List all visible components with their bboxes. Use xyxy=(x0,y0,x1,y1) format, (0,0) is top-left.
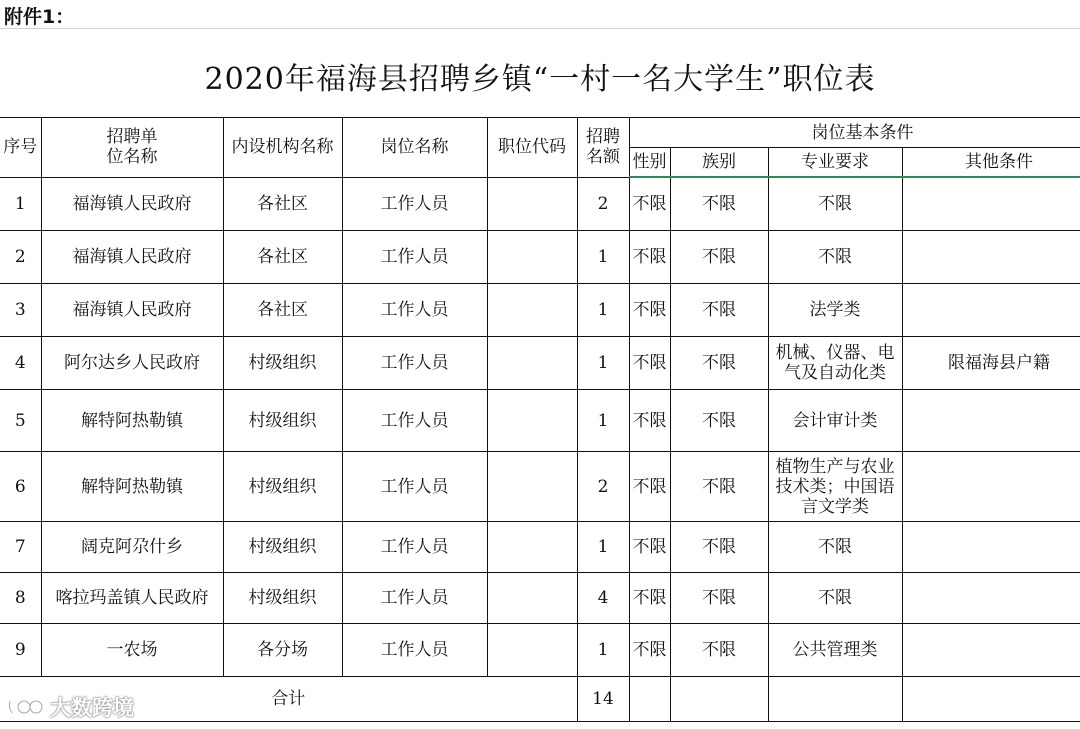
cell-quota: 1 xyxy=(577,231,629,284)
table-row xyxy=(0,231,1080,284)
cell-dept: 各社区 xyxy=(223,177,342,231)
cell-position: 工作人员 xyxy=(342,624,487,677)
cell-major xyxy=(768,177,902,231)
major-line: 不限 xyxy=(818,194,852,214)
total-row xyxy=(0,677,1080,722)
cell-code xyxy=(487,390,577,452)
cell-dept: 村级组织 xyxy=(223,573,342,624)
cell-ethnicity: 不限 xyxy=(670,624,768,677)
cell-ethnicity: 不限 xyxy=(670,390,768,452)
cell-quota: 1 xyxy=(577,284,629,337)
cell-gender: 不限 xyxy=(629,284,670,337)
header-position: 岗位名称 xyxy=(342,118,487,178)
cell-major xyxy=(768,624,902,677)
table-row xyxy=(0,284,1080,337)
watermark-logo-icon xyxy=(6,695,44,719)
major-line: 不限 xyxy=(818,537,852,557)
cell-ethnicity: 不限 xyxy=(670,522,768,573)
cell-other xyxy=(902,522,1080,573)
major-line: 不限 xyxy=(818,247,852,267)
major-line: 气及自动化类 xyxy=(784,363,886,383)
cell-code xyxy=(487,624,577,677)
table-row xyxy=(0,337,1080,390)
cell-seq: 7 xyxy=(0,522,41,573)
header-basic-conditions: 岗位基本条件 xyxy=(629,118,1080,148)
table-row xyxy=(0,452,1080,522)
cell-position: 工作人员 xyxy=(342,337,487,390)
cell-quota: 1 xyxy=(577,337,629,390)
table-row xyxy=(0,390,1080,452)
header-unit-line1: 招聘单 xyxy=(106,127,158,148)
cell-gender: 不限 xyxy=(629,452,670,522)
cell-quota: 4 xyxy=(577,573,629,624)
cell-unit: 一农场 xyxy=(41,624,223,677)
cell-unit: 喀拉玛盖镇人民政府 xyxy=(41,573,223,624)
major-line: 植物生产与农业 xyxy=(775,456,895,477)
cell-position: 工作人员 xyxy=(342,390,487,452)
major-line: 言文学类 xyxy=(801,496,869,517)
cell-quota: 1 xyxy=(577,624,629,677)
cell-dept: 各社区 xyxy=(223,231,342,284)
cell-seq: 2 xyxy=(0,231,41,284)
major-line: 会计审计类 xyxy=(792,410,878,431)
cell-position: 工作人员 xyxy=(342,573,487,624)
cell-position: 工作人员 xyxy=(342,522,487,573)
table-row xyxy=(0,522,1080,573)
cell-other xyxy=(902,573,1080,624)
header-row-1 xyxy=(0,118,1080,148)
cell-position: 工作人员 xyxy=(342,177,487,231)
major-line: 机械、仪器、电 xyxy=(775,343,895,363)
table-row xyxy=(0,573,1080,624)
cell-other xyxy=(902,390,1080,452)
total-empty-cell xyxy=(902,677,1080,722)
cell-unit: 解特阿热勒镇 xyxy=(41,452,223,522)
cell-code xyxy=(487,573,577,624)
cell-major xyxy=(768,231,902,284)
cell-other xyxy=(902,284,1080,337)
cell-code xyxy=(487,452,577,522)
cell-ethnicity: 不限 xyxy=(670,452,768,522)
total-label: 合计 xyxy=(0,677,577,722)
cell-other: 限福海县户籍 xyxy=(902,337,1080,390)
header-quota xyxy=(577,118,629,178)
cell-unit: 阔克阿尕什乡 xyxy=(41,522,223,573)
header-code: 职位代码 xyxy=(487,118,577,178)
cell-position: 工作人员 xyxy=(342,452,487,522)
header-unit xyxy=(41,118,223,178)
positions-table xyxy=(0,117,1080,722)
header-seq: 序号 xyxy=(0,118,41,178)
cell-seq: 9 xyxy=(0,624,41,677)
header-quota-line2: 名额 xyxy=(586,147,620,168)
cell-other xyxy=(902,624,1080,677)
cell-dept: 村级组织 xyxy=(223,337,342,390)
cell-code xyxy=(487,522,577,573)
cell-dept: 村级组织 xyxy=(223,522,342,573)
cell-unit: 福海镇人民政府 xyxy=(41,231,223,284)
watermark-text: 大数跨境 xyxy=(50,696,134,720)
cell-major xyxy=(768,284,902,337)
cell-code xyxy=(487,337,577,390)
cell-major xyxy=(768,573,902,624)
cell-dept: 村级组织 xyxy=(223,390,342,452)
cell-major xyxy=(768,390,902,452)
cell-gender: 不限 xyxy=(629,177,670,231)
page-title: 2020年福海县招聘乡镇“一村一名大学生”职位表 xyxy=(204,62,876,97)
cell-dept: 各社区 xyxy=(223,284,342,337)
cell-ethnicity: 不限 xyxy=(670,231,768,284)
cell-ethnicity: 不限 xyxy=(670,337,768,390)
cell-major xyxy=(768,452,902,522)
cell-ethnicity: 不限 xyxy=(670,284,768,337)
header-quota-line1: 招聘 xyxy=(586,127,620,148)
cell-dept: 村级组织 xyxy=(223,452,342,522)
top-divider xyxy=(0,28,1080,29)
watermark xyxy=(6,692,146,722)
cell-unit: 福海镇人民政府 xyxy=(41,284,223,337)
header-ethnicity: 族别 xyxy=(670,148,768,178)
table-row xyxy=(0,624,1080,677)
cell-gender: 不限 xyxy=(629,337,670,390)
cell-other xyxy=(902,452,1080,522)
cell-position: 工作人员 xyxy=(342,284,487,337)
header-unit-line2: 位名称 xyxy=(106,147,158,168)
header-other: 其他条件 xyxy=(902,148,1080,178)
header-gender: 性别 xyxy=(629,148,670,178)
total-empty-cell xyxy=(629,677,670,722)
total-quota: 14 xyxy=(577,677,629,722)
cell-unit: 阿尔达乡人民政府 xyxy=(41,337,223,390)
major-line: 公共管理类 xyxy=(792,640,878,660)
header-major: 专业要求 xyxy=(768,148,902,178)
cell-other xyxy=(902,177,1080,231)
cell-gender: 不限 xyxy=(629,624,670,677)
major-line: 不限 xyxy=(818,588,852,608)
total-empty-cell xyxy=(670,677,768,722)
cell-ethnicity: 不限 xyxy=(670,573,768,624)
total-empty-cell xyxy=(768,677,902,722)
cell-unit: 福海镇人民政府 xyxy=(41,177,223,231)
cell-ethnicity: 不限 xyxy=(670,177,768,231)
cell-seq: 3 xyxy=(0,284,41,337)
cell-seq: 4 xyxy=(0,337,41,390)
cell-seq: 8 xyxy=(0,573,41,624)
cell-code xyxy=(487,231,577,284)
cell-code xyxy=(487,177,577,231)
cell-seq: 6 xyxy=(0,452,41,522)
major-line: 技术类；中国语 xyxy=(775,476,895,497)
cell-major xyxy=(768,337,902,390)
cell-gender: 不限 xyxy=(629,573,670,624)
cell-quota: 1 xyxy=(577,390,629,452)
cell-dept: 各分场 xyxy=(223,624,342,677)
cell-gender: 不限 xyxy=(629,522,670,573)
cell-quota: 2 xyxy=(577,452,629,522)
table-row xyxy=(0,177,1080,231)
cell-seq: 5 xyxy=(0,390,41,452)
cell-major xyxy=(768,522,902,573)
header-dept: 内设机构名称 xyxy=(223,118,342,178)
cell-quota: 1 xyxy=(577,522,629,573)
major-line: 法学类 xyxy=(809,300,861,320)
cell-quota: 2 xyxy=(577,177,629,231)
cell-position: 工作人员 xyxy=(342,231,487,284)
cell-code xyxy=(487,284,577,337)
cell-gender: 不限 xyxy=(629,390,670,452)
cell-seq: 1 xyxy=(0,177,41,231)
cell-unit: 解特阿热勒镇 xyxy=(41,390,223,452)
cell-other xyxy=(902,231,1080,284)
cell-gender: 不限 xyxy=(629,231,670,284)
attachment-label: 附件1： xyxy=(4,6,75,28)
